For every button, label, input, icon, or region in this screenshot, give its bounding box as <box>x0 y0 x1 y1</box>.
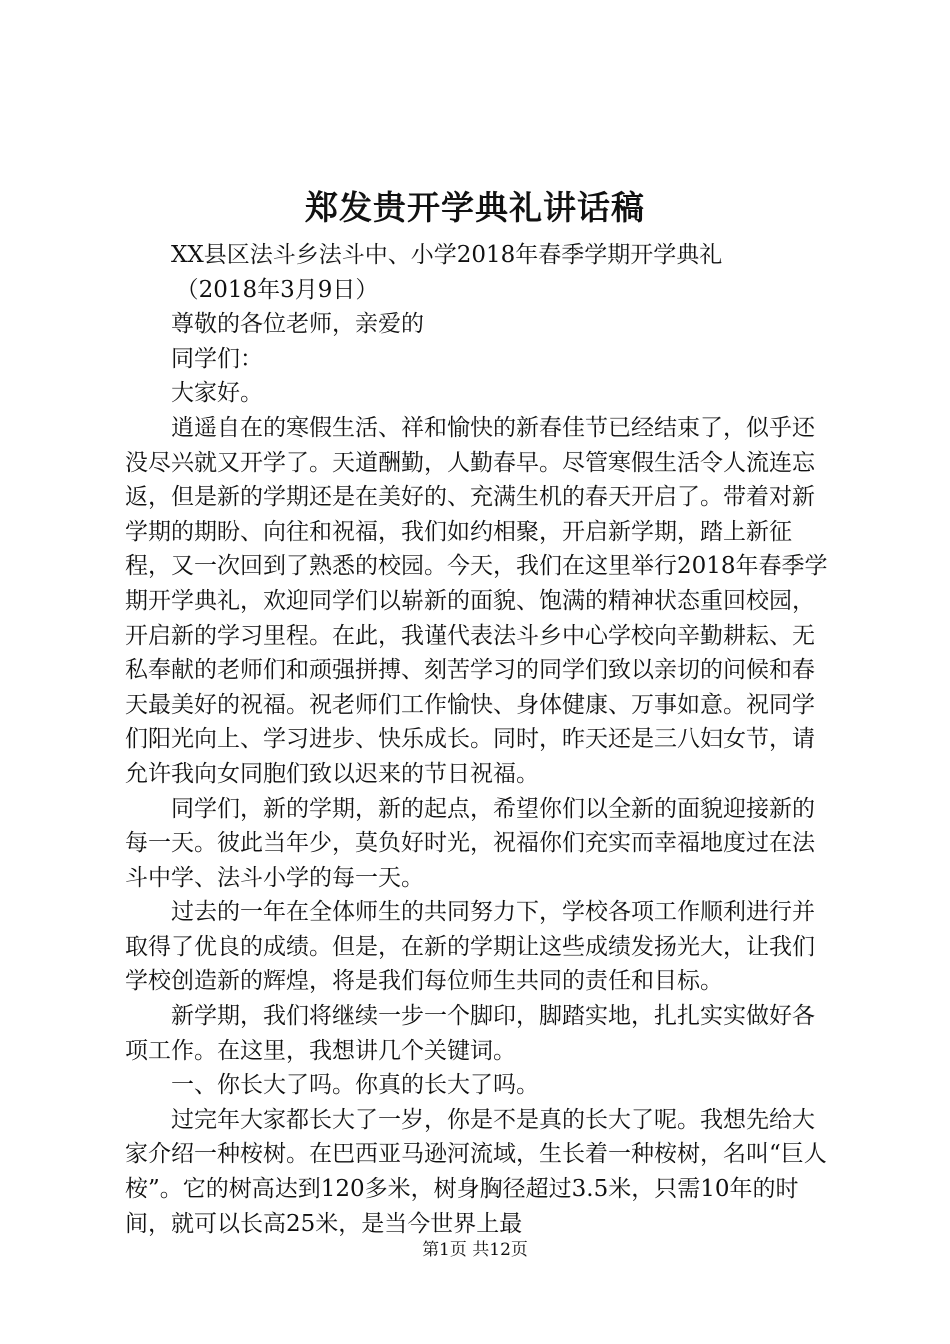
page-footer: 第1页 共12页 <box>422 1240 528 1260</box>
event-date: （2018年3月9日） <box>175 276 379 303</box>
event-subtitle: XX县区法斗乡法斗中、小学2018年春季学期开学典礼 <box>171 242 723 268</box>
paragraph-2: 同学们，新的学期，新的起点，希望你们以全新的面貌迎接新的每一天。彼此当年少，莫负好时光，祝福你们充实而幸福地度过在法斗中学、法斗小学的每一天。 <box>125 795 815 891</box>
greeting-line-3: 大家好。 <box>171 380 263 407</box>
document-title: 郑发贵开学典礼讲话稿 <box>305 188 645 227</box>
paragraph-5: 过完年大家都长大了一岁，你是不是真的长大了呢。我想先给大家介绍一种桉树。在巴西亚马逊河流域，生长着一种桉树，名叫“巨人桉”。它的树高达到120多米，树身胸径超过3.5米，只需10年的时间，就可以长高25米，是当今世界上最 <box>125 1106 827 1237</box>
paragraph-4: 新学期，我们将继续一步一个脚印，脚踏实地，扎扎实实做好各项工作。在这里，我想讲几个关键词。 <box>125 1003 815 1064</box>
greeting-line-2: 同学们： <box>171 345 263 372</box>
paragraph-1: 逍遥自在的寒假生活、祥和愉快的新春佳节已经结束了，似乎还没尽兴就又开学了。天道酬勤，人勤春早。尽管寒假生活令人流连忘返，但是新的学期还是在美好的、充满生机的春天开启了。带着对新学期的期盼、向往和祝福，我们如约相聚，开启新学期，踏上新征程，又一次回到了熟悉的校园。今天，我们在这里举行2018年春季学期开学典礼，欢迎同学们以崭新的面貌、饱满的精神状态重回校园，开启新的学习里程。在此，我谨代表法斗乡中心学校向辛勤耕耘、无私奉献的老师们和顽强拼搏、刻苦学习的同学们致以亲切的问候和春天最美好的祝福。祝老师们工作愉快、身体健康、万事如意。祝同学们阳光向上、学习进步、快乐成长。同时，昨天还是三八妇女节，请允许我向女同胞们致以迟来的节日祝福。 <box>125 414 828 787</box>
greeting-line-1: 尊敬的各位老师，亲爱的 <box>171 311 424 338</box>
document-body <box>125 238 837 1241</box>
section-heading-1: 一、你长大了吗。你真的长大了吗。 <box>171 1072 539 1099</box>
paragraph-3: 过去的一年在全体师生的共同努力下，学校各项工作顺利进行并取得了优良的成绩。但是，在新的学期让这些成绩发扬光大，让我们学校创造新的辉煌，将是我们每位师生共同的责任和目标。 <box>125 899 815 995</box>
